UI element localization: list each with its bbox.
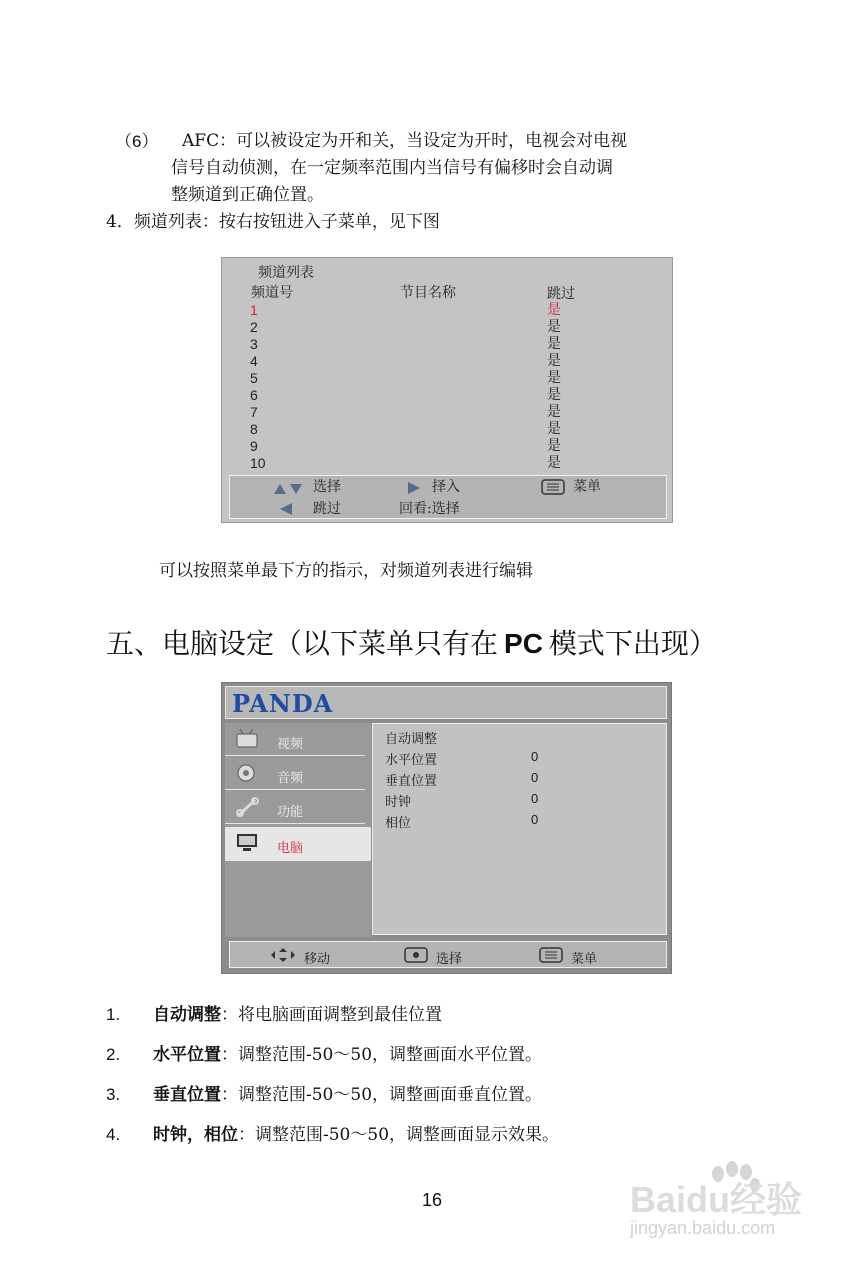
channel-number: 4 <box>250 353 258 369</box>
pc-item-row <box>106 1000 442 1025</box>
channel-skip-value: 是 <box>547 302 561 318</box>
up-down-arrow-icon <box>274 481 304 500</box>
pc-item-term: 垂直位置 <box>153 1085 221 1105</box>
panda-logo: PANDA <box>232 689 334 718</box>
left-arrow-icon <box>278 501 294 520</box>
menu-item-video <box>225 725 365 756</box>
channel-number: 10 <box>250 455 266 471</box>
pc-item-description: ：调整范围-50～50，调整画面显示效果。 <box>238 1125 560 1145</box>
channel-skip-value: 是 <box>547 387 561 403</box>
menu-item-audio <box>225 759 365 790</box>
menu-item-pc <box>225 827 371 861</box>
watermark-url: jingyan.baidu.com <box>630 1218 776 1238</box>
channel-list-item: 4．频道列表：按右按钮进入子菜单，见下图 <box>106 212 440 232</box>
heading-pc: PC <box>504 628 543 659</box>
menu-icon-pc <box>539 947 563 967</box>
pc-item-number: 3. <box>106 1085 121 1104</box>
menu-icon <box>541 479 565 499</box>
pc-settings-panel <box>372 723 667 935</box>
channel-skip-value: 是 <box>547 353 561 369</box>
col-skip-header: 跳过 <box>547 286 575 302</box>
channel-skip-value: 是 <box>547 404 561 420</box>
footer-select-label: 选择 <box>313 479 341 495</box>
monitor-icon <box>235 833 261 853</box>
setting-value: 0 <box>531 749 539 764</box>
pc-item-number: 1. <box>106 1005 121 1024</box>
setting-label: 水平位置 <box>385 753 438 768</box>
pc-item-term: 自动调整 <box>153 1005 221 1025</box>
menu-label-pc: 电脑 <box>277 841 304 856</box>
watermark-brand: Baidu经验 <box>630 1179 803 1220</box>
pc-side-menu <box>225 723 371 937</box>
pc-item-number: 4. <box>106 1125 121 1144</box>
channel-skip-value: 是 <box>547 336 561 352</box>
channel-number: 2 <box>250 319 258 335</box>
channel-skip-value: 是 <box>547 421 561 437</box>
pc-item-row <box>106 1080 542 1105</box>
col-name-header: 节目名称 <box>400 285 456 301</box>
setting-label: 相位 <box>385 816 412 831</box>
right-arrow-icon <box>406 480 422 499</box>
channel-number: 9 <box>250 438 258 454</box>
col-channel-header: 频道号 <box>251 285 293 301</box>
pc-item-row <box>106 1120 559 1145</box>
setting-value: 0 <box>531 791 539 806</box>
footer-insert-label: 择入 <box>432 479 460 495</box>
channel-skip-value: 是 <box>547 370 561 386</box>
page-number: 16 <box>422 1190 443 1210</box>
pc-item-description: ：将电脑画面调整到最佳位置 <box>221 1005 442 1025</box>
pc-header <box>225 686 667 719</box>
setting-label: 垂直位置 <box>385 774 438 789</box>
pc-menu-screenshot <box>221 682 672 974</box>
channel-number: 1 <box>250 302 258 318</box>
footer-select-label-pc: 选择 <box>436 952 463 967</box>
speaker-icon <box>235 763 261 783</box>
setting-label: 时钟 <box>385 795 412 810</box>
pc-item-number: 2. <box>106 1045 121 1064</box>
menu-label-video: 视频 <box>277 737 304 752</box>
channel-list-screenshot <box>221 257 673 523</box>
heading-suffix: 模式下出现） <box>548 627 717 660</box>
wrench-icon <box>235 797 261 817</box>
setting-value: 0 <box>531 812 539 827</box>
pc-footer <box>229 941 667 968</box>
heading-prefix: 五、电脑设定（以下菜单只有在 <box>106 627 499 660</box>
channel-skip-value: 是 <box>547 319 561 335</box>
channel-list-title: 频道列表 <box>258 265 314 281</box>
channel-number: 7 <box>250 404 258 420</box>
settings-title: 自动调整 <box>385 732 438 747</box>
afc-line-2: 信号自动侦测，在一定频率范围内当信号有偏移时会自动调 <box>171 158 613 178</box>
move-icon <box>270 947 296 967</box>
pc-item-term: 水平位置 <box>153 1045 221 1065</box>
channel-number: 8 <box>250 421 258 437</box>
channel-number: 5 <box>250 370 258 386</box>
channel-skip-value: 是 <box>547 438 561 454</box>
section-heading <box>106 622 717 662</box>
afc-line-3: 整频道到正确位置。 <box>171 185 324 205</box>
afc-marker: （6） <box>115 132 159 151</box>
pc-item-term: 时钟，相位 <box>153 1125 238 1145</box>
channel-number: 3 <box>250 336 258 352</box>
footer-move-label: 移动 <box>304 952 331 967</box>
pc-items-list <box>106 1000 806 1150</box>
menu-label-audio: 音频 <box>277 771 304 786</box>
pc-item-description: ：调整范围-50～50，调整画面水平位置。 <box>221 1045 543 1065</box>
footer-menu-label: 菜单 <box>573 479 601 495</box>
menu-label-function: 功能 <box>277 805 304 820</box>
select-icon <box>404 947 428 967</box>
afc-line-1: AFC：可以被设定为开和关，当设定为开时，电视会对电视 <box>182 131 628 151</box>
channel-skip-value: 是 <box>547 455 561 471</box>
menu-item-function <box>225 793 365 824</box>
pc-item-row <box>106 1040 542 1065</box>
footer-menu-label-pc: 菜单 <box>571 952 598 967</box>
footer-recall-label: 回看:选择 <box>399 501 460 517</box>
footer-skip-label: 跳过 <box>313 501 341 517</box>
tv-icon <box>235 729 261 749</box>
setting-value: 0 <box>531 770 539 785</box>
channel-number: 6 <box>250 387 258 403</box>
baidu-watermark <box>610 1158 810 1248</box>
channel-note: 可以按照菜单最下方的指示，对频道列表进行编辑 <box>159 561 533 581</box>
channel-footer <box>229 475 667 519</box>
pc-item-description: ：调整范围-50～50，调整画面垂直位置。 <box>221 1085 543 1105</box>
